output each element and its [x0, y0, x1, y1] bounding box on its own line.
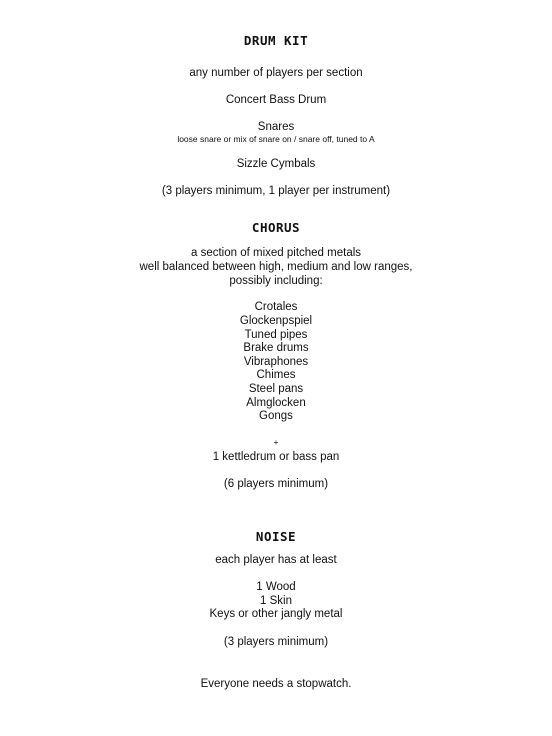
chorus-instrument-item: Tuned pipes [244, 329, 308, 341]
noise-item: Keys or other jangly metal [209, 608, 343, 620]
noise-heading: NOISE [255, 529, 297, 544]
drum-kit-minimum: (3 players minimum, 1 player per instrument) [161, 185, 391, 197]
chorus-instrument-item: Chimes [256, 369, 296, 381]
chorus-instrument-item: Vibraphones [243, 356, 309, 368]
chorus-heading: CHORUS [251, 220, 301, 235]
chorus-instrument-item: Brake drums [243, 342, 309, 354]
chorus-instrument-item: Steel pans [248, 383, 304, 395]
noise-item: 1 Wood [256, 581, 296, 593]
chorus-instrument-item: Crotales [254, 301, 298, 313]
chorus-extra-instrument: 1 kettledrum or bass pan [212, 451, 340, 463]
drum-kit-cymbals: Sizzle Cymbals [236, 158, 316, 170]
chorus-description-line: well balanced between high, medium and low ranges, [139, 261, 413, 273]
noise-note: each player has at least [215, 554, 337, 566]
drum-kit-snares-note: loose snare or mix of snare on / snare off, tuned to A [177, 134, 375, 144]
drum-kit-snares: Snares [257, 121, 295, 133]
chorus-minimum: (6 players minimum) [223, 478, 329, 490]
noise-minimum: (3 players minimum) [223, 636, 329, 648]
chorus-plus-sign: + [273, 437, 279, 447]
drum-kit-bass-drum: Concert Bass Drum [225, 94, 327, 106]
chorus-description-line: a section of mixed pitched metals [190, 247, 362, 259]
noise-item: 1 Skin [260, 595, 292, 607]
footer-note: Everyone needs a stopwatch. [200, 678, 352, 690]
chorus-description-line: possibly including: [229, 275, 323, 287]
chorus-instrument-item: Gongs [259, 410, 293, 422]
drum-kit-heading: DRUM KIT [243, 33, 309, 48]
drum-kit-players-note: any number of players per section [189, 67, 363, 79]
chorus-instrument-item: Glockenpspiel [239, 315, 313, 327]
chorus-instrument-item: Almglocken [246, 397, 306, 409]
